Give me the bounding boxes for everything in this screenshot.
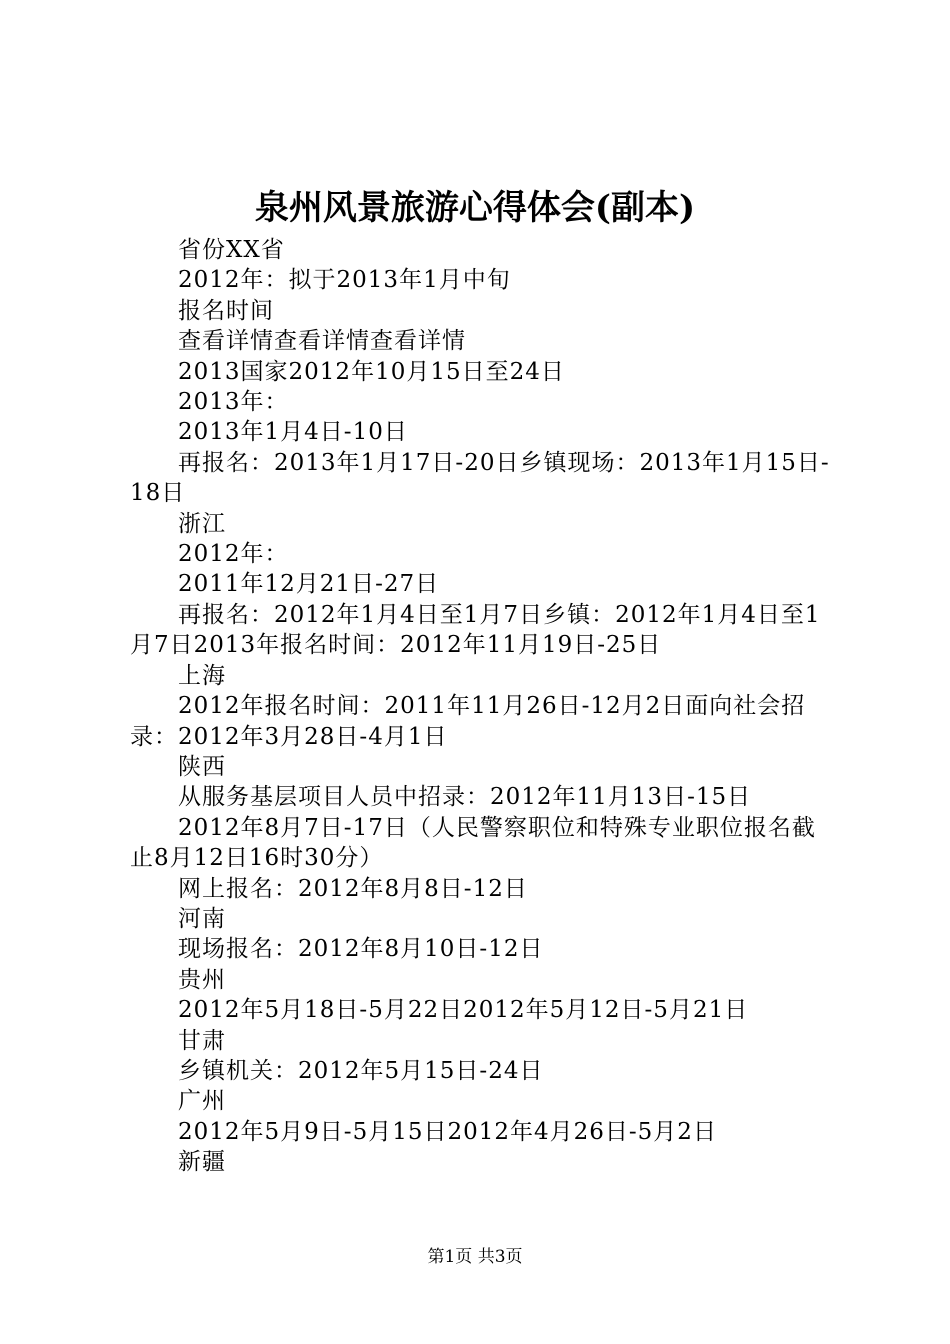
paragraph: 2013年： bbox=[178, 389, 289, 416]
paragraph: 2012年报名时间：2011年11月26日-12月2日面向社会招录：2012年3月28日-4月1日 bbox=[130, 693, 806, 750]
paragraph: 2013国家2012年10月15日至24日 bbox=[178, 358, 565, 385]
document-body bbox=[130, 235, 835, 1178]
paragraph: 报名时间 bbox=[178, 297, 274, 324]
paragraph: 查看详情查看详情查看详情 bbox=[178, 328, 466, 355]
paragraph: 2012年： bbox=[178, 541, 289, 568]
paragraph: 从服务基层项目人员中招录：2012年11月13日-15日 bbox=[178, 784, 752, 811]
paragraph: 网上报名：2012年8月8日-12日 bbox=[178, 875, 528, 902]
paragraph: 省份XX省 bbox=[178, 237, 285, 263]
paragraph: 2012年8月7日-17日（人民警察职位和特殊专业职位报名截止8月12日16时30分） bbox=[130, 814, 816, 872]
page-footer: 第1页 共3页 bbox=[427, 1247, 523, 1267]
paragraph: 浙江 bbox=[178, 510, 226, 537]
paragraph: 陕西 bbox=[178, 753, 226, 780]
paragraph: 新疆 bbox=[178, 1149, 226, 1176]
paragraph: 2013年1月4日-10日 bbox=[178, 419, 408, 446]
paragraph: 再报名：2013年1月17日-20日乡镇现场：2013年1月15日-18日 bbox=[130, 449, 830, 507]
paragraph: 再报名：2012年1月4日至1月7日乡镇：2012年1月4日至1月7日2013年报名时间：2012年11月19日-25日 bbox=[130, 601, 821, 659]
paragraph: 河南 bbox=[178, 905, 226, 932]
paragraph: 甘肃 bbox=[178, 1027, 226, 1054]
paragraph: 现场报名：2012年8月10日-12日 bbox=[178, 936, 544, 963]
paragraph: 广州 bbox=[178, 1088, 226, 1115]
paragraph: 贵州 bbox=[178, 966, 226, 993]
paragraph: 2012年5月9日-5月15日2012年4月26日-5月2日 bbox=[178, 1118, 717, 1145]
paragraph: 2012年5月18日-5月22日2012年5月12日-5月21日 bbox=[178, 997, 749, 1024]
paragraph: 2012年：拟于2013年1月中旬 bbox=[178, 267, 511, 294]
paragraph: 乡镇机关：2012年5月15日-24日 bbox=[178, 1057, 544, 1084]
paragraph: 上海 bbox=[178, 662, 226, 689]
document-title: 泉州风景旅游心得体会(副本) bbox=[254, 188, 696, 228]
paragraph: 2011年12月21日-27日 bbox=[178, 571, 440, 598]
